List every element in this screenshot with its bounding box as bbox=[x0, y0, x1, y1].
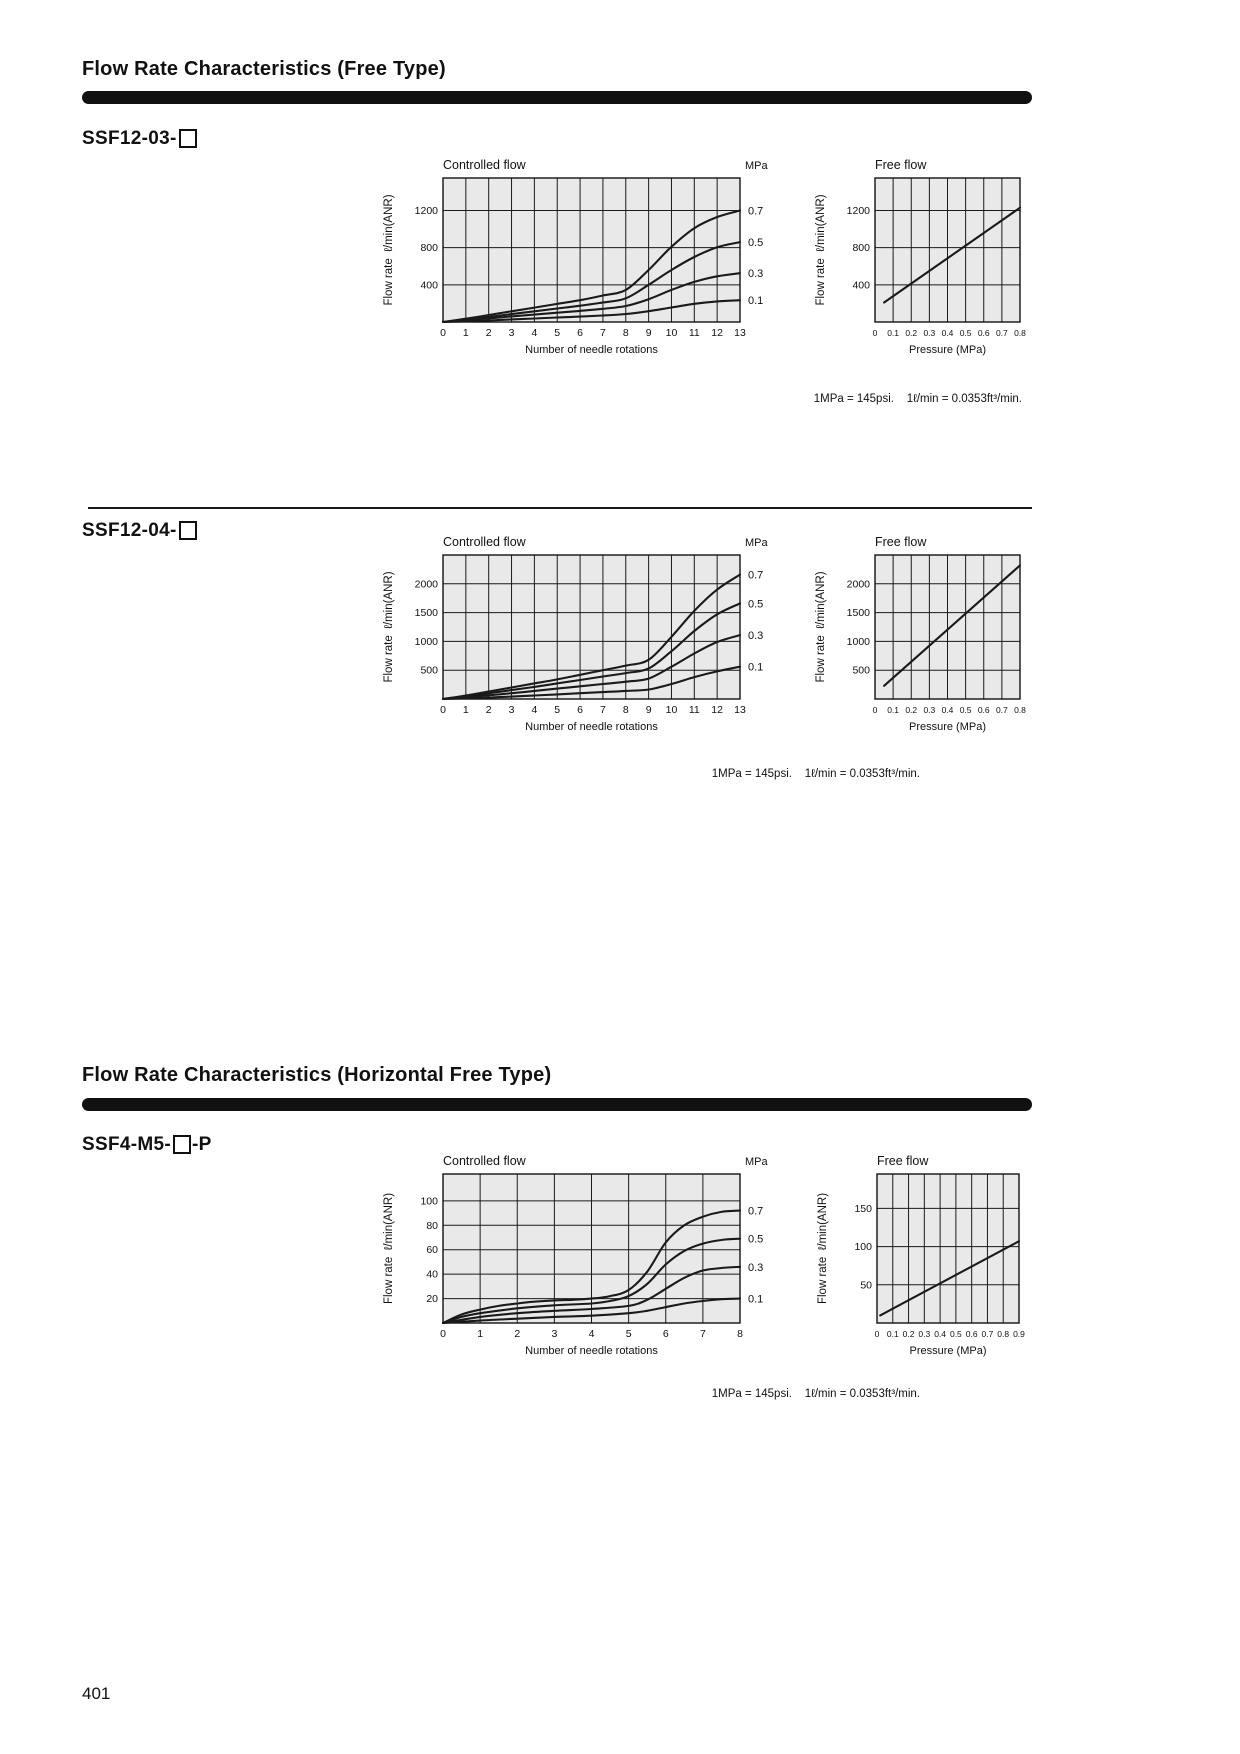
option-box-icon bbox=[179, 129, 197, 148]
svg-text:13: 13 bbox=[734, 327, 746, 339]
svg-text:0.5: 0.5 bbox=[748, 237, 764, 250]
model-code-ssf4-m5-p bbox=[82, 1134, 212, 1156]
svg-text:0.5: 0.5 bbox=[748, 598, 764, 611]
svg-text:0.7: 0.7 bbox=[748, 205, 764, 218]
svg-text:1200: 1200 bbox=[846, 205, 870, 218]
section-heading-horizontal-free-type: Flow Rate Characteristics (Horizontal Free Type) bbox=[82, 1064, 552, 1086]
svg-text:6: 6 bbox=[577, 327, 583, 339]
svg-text:3: 3 bbox=[551, 1328, 558, 1340]
svg-text:Number of needle rotations: Number of needle rotations bbox=[525, 1345, 658, 1357]
model-code-ssf12-03 bbox=[82, 128, 198, 150]
svg-text:Free flow: Free flow bbox=[877, 1154, 929, 1168]
model-code-prefix: SSF4-M5- bbox=[82, 1134, 171, 1155]
svg-text:0.1: 0.1 bbox=[748, 1293, 764, 1306]
svg-text:800: 800 bbox=[852, 242, 870, 255]
svg-text:Free flow: Free flow bbox=[875, 158, 927, 172]
svg-text:4: 4 bbox=[531, 704, 538, 716]
svg-text:1000: 1000 bbox=[414, 635, 438, 648]
svg-text:80: 80 bbox=[426, 1219, 438, 1232]
svg-text:11: 11 bbox=[688, 704, 700, 716]
ssf4-m5-controlled-flow-chart bbox=[375, 1148, 786, 1376]
svg-text:800: 800 bbox=[420, 242, 438, 255]
unit-conversion-note: 1MPa = 145psi. 1ℓ/min = 0.0353ft³/min. bbox=[711, 768, 920, 780]
svg-text:6: 6 bbox=[662, 1328, 669, 1340]
svg-text:500: 500 bbox=[420, 664, 438, 677]
svg-text:0.3: 0.3 bbox=[748, 1261, 764, 1274]
svg-text:2: 2 bbox=[485, 704, 492, 716]
svg-text:Flow rate ℓ/min(ANR): Flow rate ℓ/min(ANR) bbox=[383, 571, 395, 683]
svg-text:Flow rate ℓ/min(ANR): Flow rate ℓ/min(ANR) bbox=[815, 194, 827, 306]
svg-text:4: 4 bbox=[588, 1328, 595, 1340]
svg-text:0.2: 0.2 bbox=[902, 1329, 915, 1339]
svg-text:5: 5 bbox=[554, 704, 561, 716]
svg-text:0: 0 bbox=[872, 705, 878, 715]
svg-text:Free flow: Free flow bbox=[875, 535, 927, 549]
svg-text:6: 6 bbox=[577, 704, 583, 716]
svg-text:0.5: 0.5 bbox=[959, 705, 972, 715]
svg-text:Number of needle rotations: Number of needle rotations bbox=[525, 344, 658, 356]
svg-text:1500: 1500 bbox=[414, 607, 438, 620]
option-box-icon bbox=[173, 1135, 191, 1154]
svg-text:0: 0 bbox=[874, 1329, 880, 1339]
svg-text:11: 11 bbox=[688, 327, 700, 339]
svg-text:0.3: 0.3 bbox=[748, 630, 764, 643]
svg-text:60: 60 bbox=[426, 1244, 438, 1257]
svg-text:1: 1 bbox=[462, 327, 469, 339]
svg-text:2000: 2000 bbox=[414, 578, 438, 591]
svg-text:0.5: 0.5 bbox=[949, 1329, 962, 1339]
svg-text:0.2: 0.2 bbox=[905, 328, 918, 338]
svg-text:1: 1 bbox=[477, 1328, 484, 1340]
svg-text:10: 10 bbox=[665, 327, 678, 339]
svg-text:0.1: 0.1 bbox=[886, 1329, 899, 1339]
svg-text:2: 2 bbox=[485, 327, 492, 339]
svg-text:1500: 1500 bbox=[846, 607, 870, 620]
svg-text:0.2: 0.2 bbox=[905, 705, 918, 715]
svg-text:7: 7 bbox=[699, 1328, 706, 1340]
ssf12-03-free-flow-chart bbox=[807, 152, 1032, 375]
svg-text:0.3: 0.3 bbox=[923, 328, 936, 338]
unit-conversion-note: 1MPa = 145psi. 1ℓ/min = 0.0353ft³/min. bbox=[711, 1388, 920, 1400]
svg-text:400: 400 bbox=[420, 279, 438, 292]
svg-text:400: 400 bbox=[852, 279, 870, 292]
svg-text:4: 4 bbox=[531, 327, 538, 339]
svg-text:0.3: 0.3 bbox=[923, 705, 936, 715]
svg-text:9: 9 bbox=[645, 704, 652, 716]
model-code-suffix: -P bbox=[191, 1134, 212, 1155]
svg-text:150: 150 bbox=[854, 1202, 872, 1215]
svg-text:1: 1 bbox=[462, 704, 469, 716]
svg-text:2000: 2000 bbox=[846, 578, 870, 591]
model-code-prefix: SSF12-03- bbox=[82, 128, 177, 149]
svg-text:0.1: 0.1 bbox=[887, 705, 900, 715]
svg-text:0: 0 bbox=[440, 704, 446, 716]
svg-text:10: 10 bbox=[665, 704, 678, 716]
svg-text:7: 7 bbox=[600, 327, 606, 339]
ssf4-m5-free-flow-chart bbox=[809, 1148, 1031, 1376]
model-code-ssf12-04 bbox=[82, 520, 198, 542]
svg-text:0.1: 0.1 bbox=[887, 328, 900, 338]
svg-text:0.4: 0.4 bbox=[934, 1329, 947, 1339]
svg-text:0: 0 bbox=[440, 327, 446, 339]
svg-text:0.1: 0.1 bbox=[748, 661, 764, 674]
svg-text:100: 100 bbox=[420, 1195, 438, 1208]
svg-text:0.6: 0.6 bbox=[977, 328, 990, 338]
svg-text:5: 5 bbox=[554, 327, 561, 339]
svg-text:0.9: 0.9 bbox=[1013, 1329, 1025, 1339]
model-code-prefix: SSF12-04- bbox=[82, 520, 177, 541]
svg-text:Flow rate ℓ/min(ANR): Flow rate ℓ/min(ANR) bbox=[817, 1192, 829, 1305]
svg-text:Pressure (MPa): Pressure (MPa) bbox=[908, 344, 987, 356]
svg-text:0.1: 0.1 bbox=[748, 295, 764, 308]
svg-text:7: 7 bbox=[600, 704, 606, 716]
svg-text:0.4: 0.4 bbox=[941, 705, 954, 715]
svg-text:100: 100 bbox=[854, 1241, 872, 1254]
svg-text:0.7: 0.7 bbox=[981, 1329, 994, 1339]
svg-text:Pressure (MPa): Pressure (MPa) bbox=[908, 721, 987, 733]
option-box-icon bbox=[179, 521, 197, 540]
ssf12-04-free-flow-chart bbox=[807, 529, 1032, 752]
svg-text:0.8: 0.8 bbox=[1014, 328, 1026, 338]
svg-text:5: 5 bbox=[625, 1328, 632, 1340]
svg-text:1200: 1200 bbox=[414, 205, 438, 218]
svg-text:1000: 1000 bbox=[846, 635, 870, 648]
svg-text:0: 0 bbox=[440, 1328, 446, 1340]
page-number: 401 bbox=[82, 1684, 111, 1703]
svg-text:0.7: 0.7 bbox=[748, 1205, 764, 1218]
svg-text:500: 500 bbox=[852, 664, 870, 677]
svg-text:8: 8 bbox=[737, 1328, 743, 1340]
svg-text:Flow rate ℓ/min(ANR): Flow rate ℓ/min(ANR) bbox=[815, 571, 827, 683]
svg-text:MPa: MPa bbox=[745, 1156, 768, 1168]
svg-text:Controlled flow: Controlled flow bbox=[443, 1154, 526, 1168]
svg-text:0.4: 0.4 bbox=[941, 328, 954, 338]
svg-text:0: 0 bbox=[872, 328, 878, 338]
ssf12-04-controlled-flow-chart bbox=[375, 529, 786, 752]
svg-text:Flow rate ℓ/min(ANR): Flow rate ℓ/min(ANR) bbox=[383, 1192, 395, 1305]
svg-text:3: 3 bbox=[508, 704, 515, 716]
svg-text:Pressure (MPa): Pressure (MPa) bbox=[909, 1345, 987, 1357]
svg-text:Controlled flow: Controlled flow bbox=[443, 535, 526, 549]
svg-text:0.5: 0.5 bbox=[959, 328, 972, 338]
svg-text:0.5: 0.5 bbox=[748, 1233, 764, 1246]
svg-text:12: 12 bbox=[711, 327, 723, 339]
heading-underline-bar bbox=[82, 1098, 1032, 1111]
svg-text:0.3: 0.3 bbox=[918, 1329, 931, 1339]
svg-text:12: 12 bbox=[711, 704, 723, 716]
svg-text:MPa: MPa bbox=[745, 537, 768, 549]
svg-text:20: 20 bbox=[426, 1293, 438, 1306]
svg-text:0.7: 0.7 bbox=[748, 569, 764, 582]
svg-text:0.3: 0.3 bbox=[748, 268, 764, 281]
section-divider-rule bbox=[88, 507, 1032, 509]
ssf12-03-controlled-flow-chart bbox=[375, 152, 786, 375]
svg-text:0.6: 0.6 bbox=[965, 1329, 978, 1339]
svg-text:0.8: 0.8 bbox=[1014, 705, 1026, 715]
svg-text:40: 40 bbox=[426, 1268, 438, 1281]
section-heading-free-type: Flow Rate Characteristics (Free Type) bbox=[82, 58, 446, 80]
svg-text:3: 3 bbox=[508, 327, 515, 339]
heading-underline-bar bbox=[82, 91, 1032, 104]
svg-text:2: 2 bbox=[514, 1328, 521, 1340]
svg-text:Flow rate ℓ/min(ANR): Flow rate ℓ/min(ANR) bbox=[383, 194, 395, 306]
svg-text:0.6: 0.6 bbox=[977, 705, 990, 715]
svg-text:0.8: 0.8 bbox=[997, 1329, 1010, 1339]
svg-text:50: 50 bbox=[860, 1279, 872, 1292]
svg-text:9: 9 bbox=[645, 327, 652, 339]
unit-conversion-note: 1MPa = 145psi. 1ℓ/min = 0.0353ft³/min. bbox=[813, 393, 1022, 405]
svg-text:8: 8 bbox=[622, 704, 629, 716]
svg-text:8: 8 bbox=[622, 327, 629, 339]
svg-text:Controlled flow: Controlled flow bbox=[443, 158, 526, 172]
svg-text:0.7: 0.7 bbox=[995, 705, 1008, 715]
svg-text:13: 13 bbox=[734, 704, 746, 716]
svg-text:Number of needle rotations: Number of needle rotations bbox=[525, 721, 658, 733]
svg-text:MPa: MPa bbox=[745, 160, 768, 172]
svg-text:0.7: 0.7 bbox=[995, 328, 1008, 338]
